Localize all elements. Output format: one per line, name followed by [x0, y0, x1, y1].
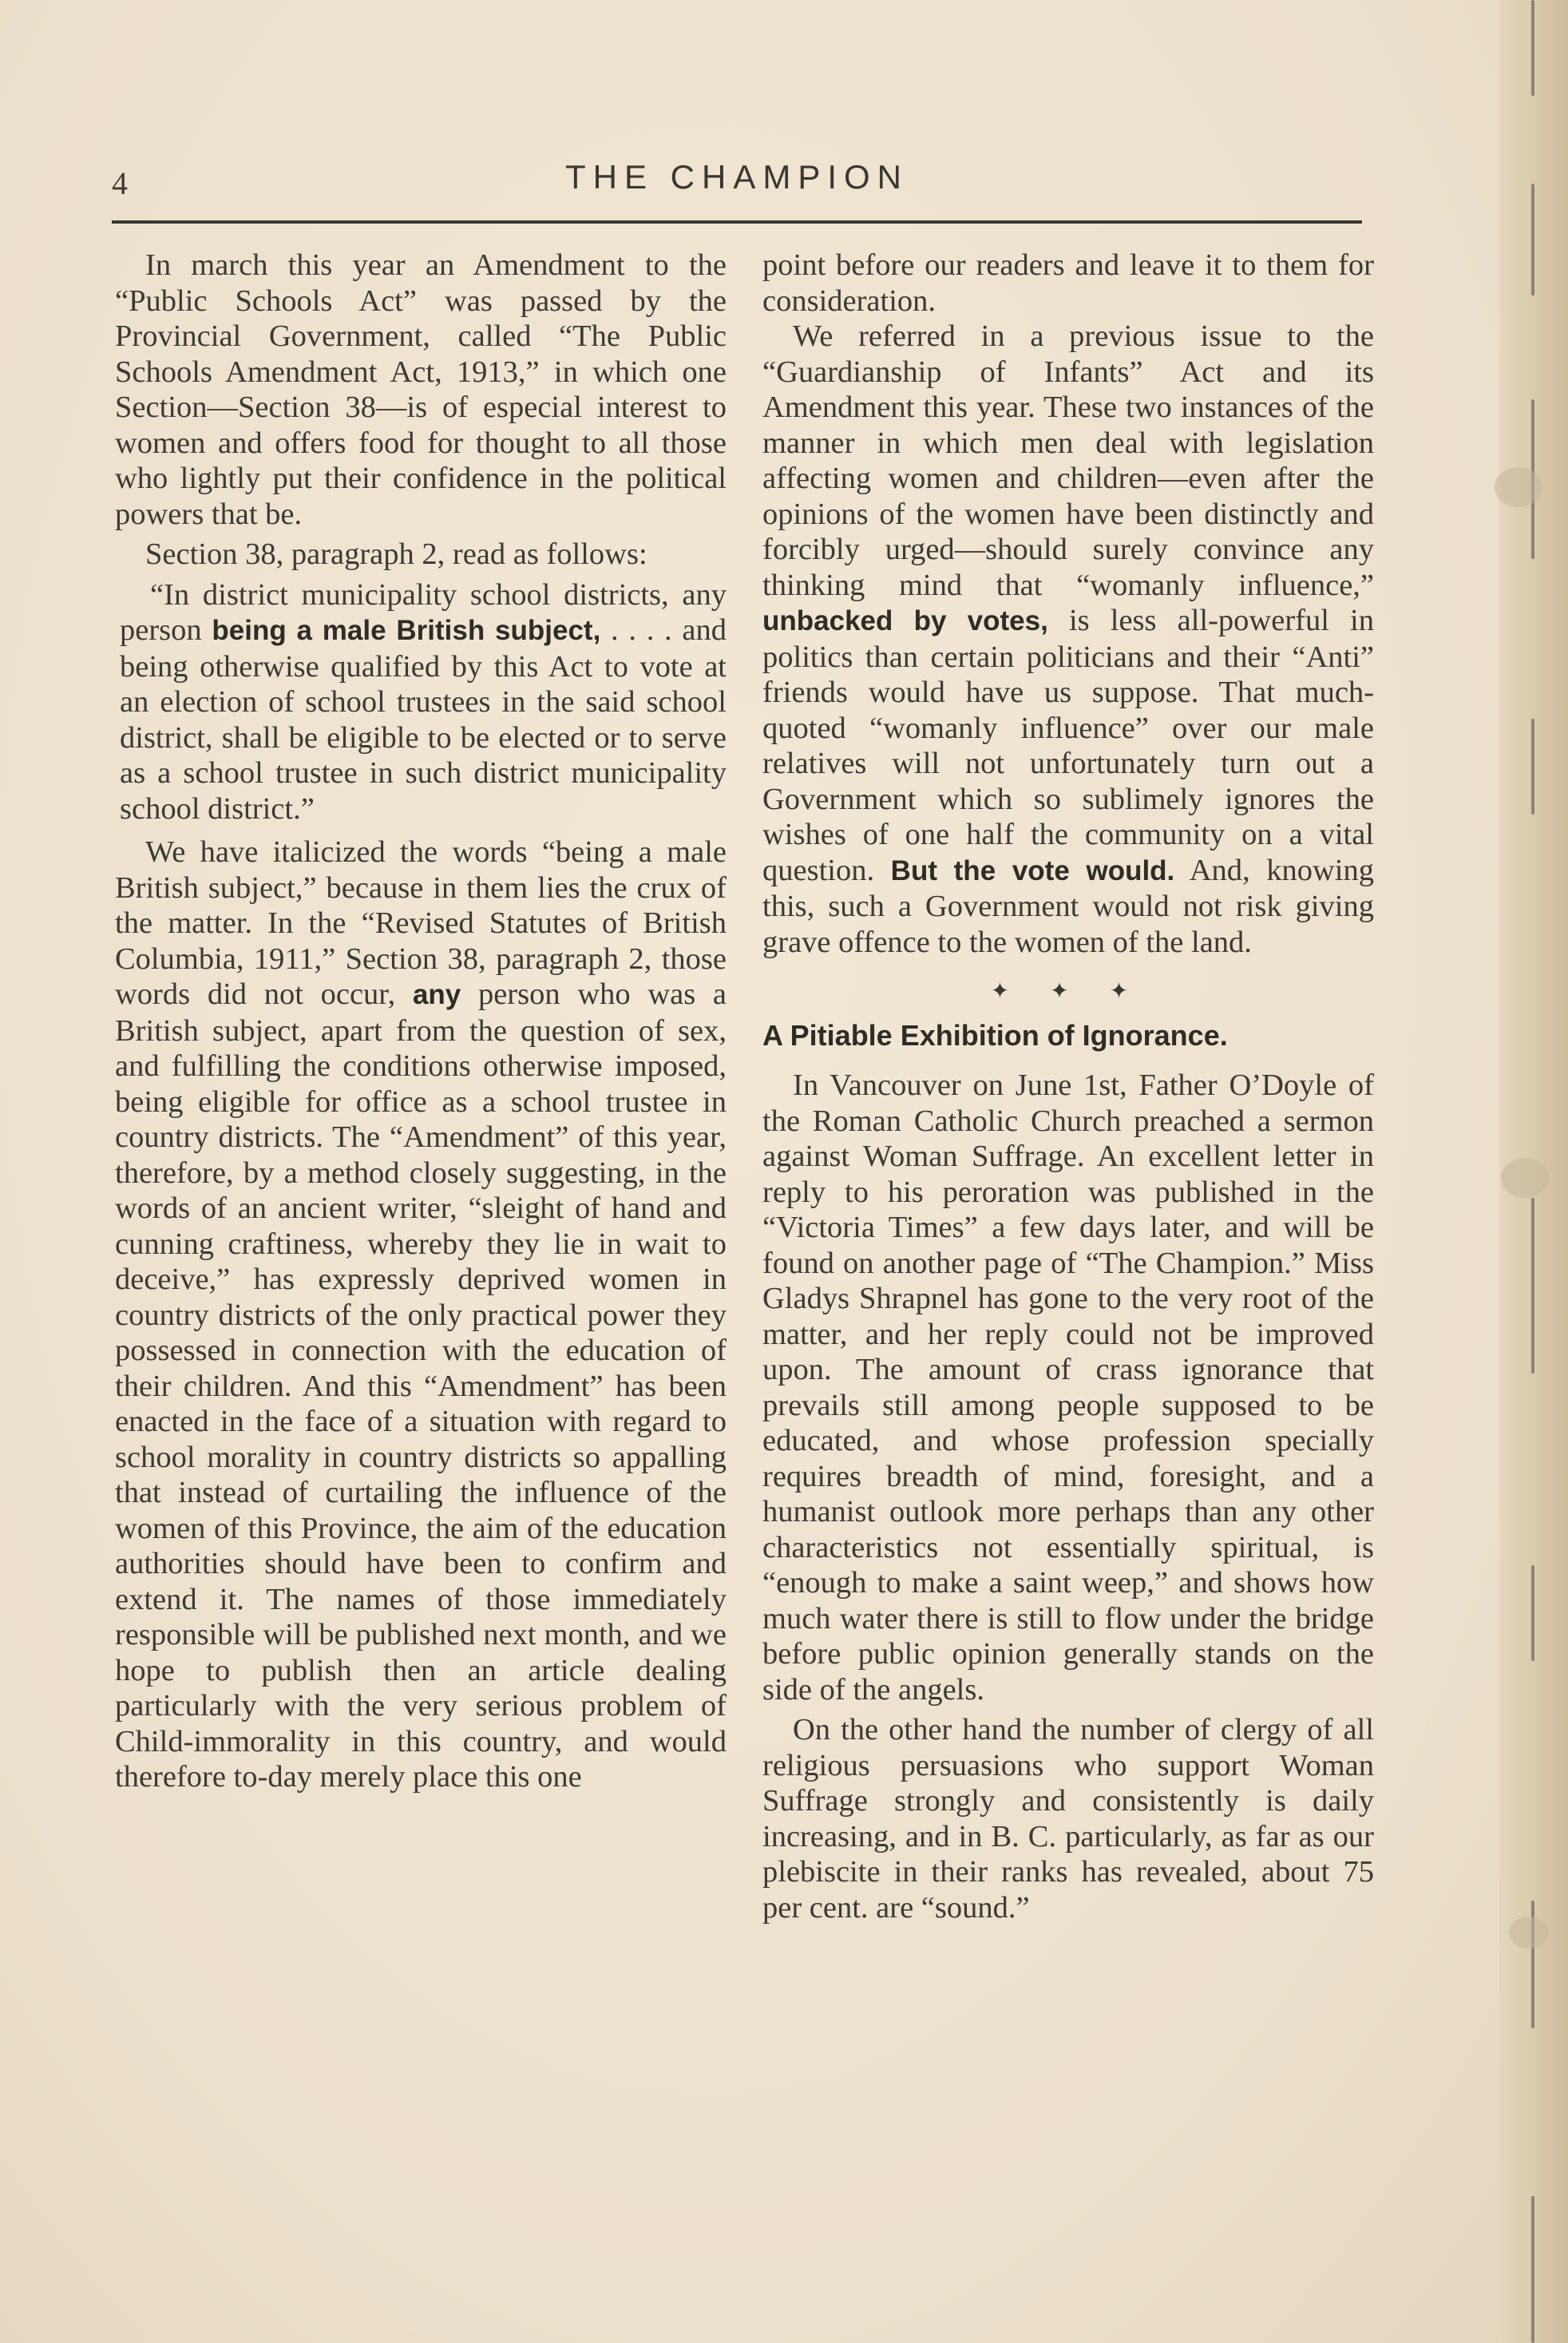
- section-ornament: ✦ ✦ ✦: [990, 979, 1146, 1004]
- page-header: [112, 153, 1362, 224]
- emphasized-text: unbacked by votes,: [762, 605, 1048, 636]
- paragraph: [762, 319, 1374, 960]
- right-column: [762, 248, 1374, 1925]
- emphasized-text: But the vote would.: [890, 854, 1175, 886]
- page-number: 4: [112, 165, 128, 201]
- section-headline: A Pitiable Exhibition of Ignorance.: [762, 1018, 1228, 1052]
- paper-stain: [1501, 1158, 1549, 1198]
- paragraph: [115, 835, 727, 1795]
- paragraph-text: person who was a British subject, apart from the question of sex, and fulfilling the conditions otherwise imposed, being eligible for office as a school trustee in country districts. The “Amendment” of this year, therefore, by a method closely suggesting, in the words of an ancient writer, “sleight of hand and cunning craftiness, whereby they lie in wait to deceive,” has expressly deprived women in country districts of the only practical power they possessed in connection with the education of their children. And this “Amendment” has been enacted in the face of a situation with regard to school morality in country districts so appalling that instead of curtailing the influence of the women of this Province, the aim of the education authorities should have been to confirm and extend it. The names of those immediately responsible will be published next month, and we hope to publish then an article dealing particularly with the very serious problem of Child-immorality in this country, and would therefore to-day merely place this one: [115, 977, 727, 1794]
- paragraph: On the other hand the number of clergy of all religious persuasions who support Woman Suffrage strongly and consistently is daily increasing, and in B. C. particularly, as far as our plebiscite in their ranks has revealed, about 75 per cent. are “sound.”: [762, 1713, 1374, 1925]
- quoted-statute: [115, 577, 727, 827]
- left-column: [115, 248, 727, 1795]
- paragraph: Section 38, paragraph 2, read as follows:: [145, 537, 647, 571]
- paragraph-text: is less all-powerful in politics than certain politicians and their “Anti” friends would have us suppose. That much-quoted “womanly influence” over our male relatives will not unfortunately turn out a Government which so sublimely ignores the wishes of one half the community on a vital question.: [762, 604, 1374, 887]
- emphasized-text: any: [412, 979, 461, 1010]
- paper-stain: [1509, 1917, 1549, 1949]
- emphasized-text: being a male British subject,: [212, 615, 601, 646]
- paragraph-text: And, knowing this, such a Government would not risk giving grave offence to the women of the land.: [762, 853, 1374, 959]
- paragraph-text: We referred in a previous issue to the “Guardianship of Infants” Act and its Amendment this year. These two instances of the manner in which men deal with legislation affecting women and children—even after the opinions of the women have been distinctly and forcibly urged—should surely convince any thinking mind that “womanly influence,”: [762, 319, 1374, 602]
- paragraph: point before our readers and leave it to them for consideration.: [762, 248, 1374, 318]
- paragraph: In march this year an Amendment to the “Public Schools Act” was passed by the Provincial Government, called “The Public Schools Amendment Act, 1913,” in which one Section—Section 38—is of especial interest to women and offers food for thought to all those who lightly put their confidence in the political powers that be.: [115, 248, 727, 531]
- running-title: THE CHAMPION: [564, 158, 909, 196]
- paragraph: In Vancouver on June 1st, Father O’Doyle of the Roman Catholic Church preached a sermon against Woman Suffrage. An excellent letter in reply to his peroration was published in the “Victoria Times” a few days later, and will be found on another page of “The Champion.” Miss Gladys Shrapnel has gone to the very root of the matter, and her reply could not be improved upon. The amount of crass ignorance that prevails still among people supposed to be educated, and whose profession specially requires breadth of mind, foresight, and a humanist outlook more perhaps than any other characteristics not essentially spiritual, is “enough to make a saint weep,” and shows how much water there is still to flow under the bridge before public opinion generally stands on the side of the angels.: [762, 1068, 1374, 1707]
- paragraph-text: We have italicized the words “being a male British subject,” because in them lies the crux of the matter. In the “Revised Statutes of British Columbia, 1911,” Section 38, paragraph 2, those words did not occur,: [115, 835, 727, 1011]
- paper-stain: [1495, 467, 1542, 507]
- quote-text: “In district municipality school districts, any person: [120, 577, 727, 647]
- quote-text: . . . . and being otherwise qualified by this Act to vote at an election of school trustees in the said school district, shall be eligible to be elected or to serve as a school trustee in such district municipality school district.”: [120, 613, 727, 826]
